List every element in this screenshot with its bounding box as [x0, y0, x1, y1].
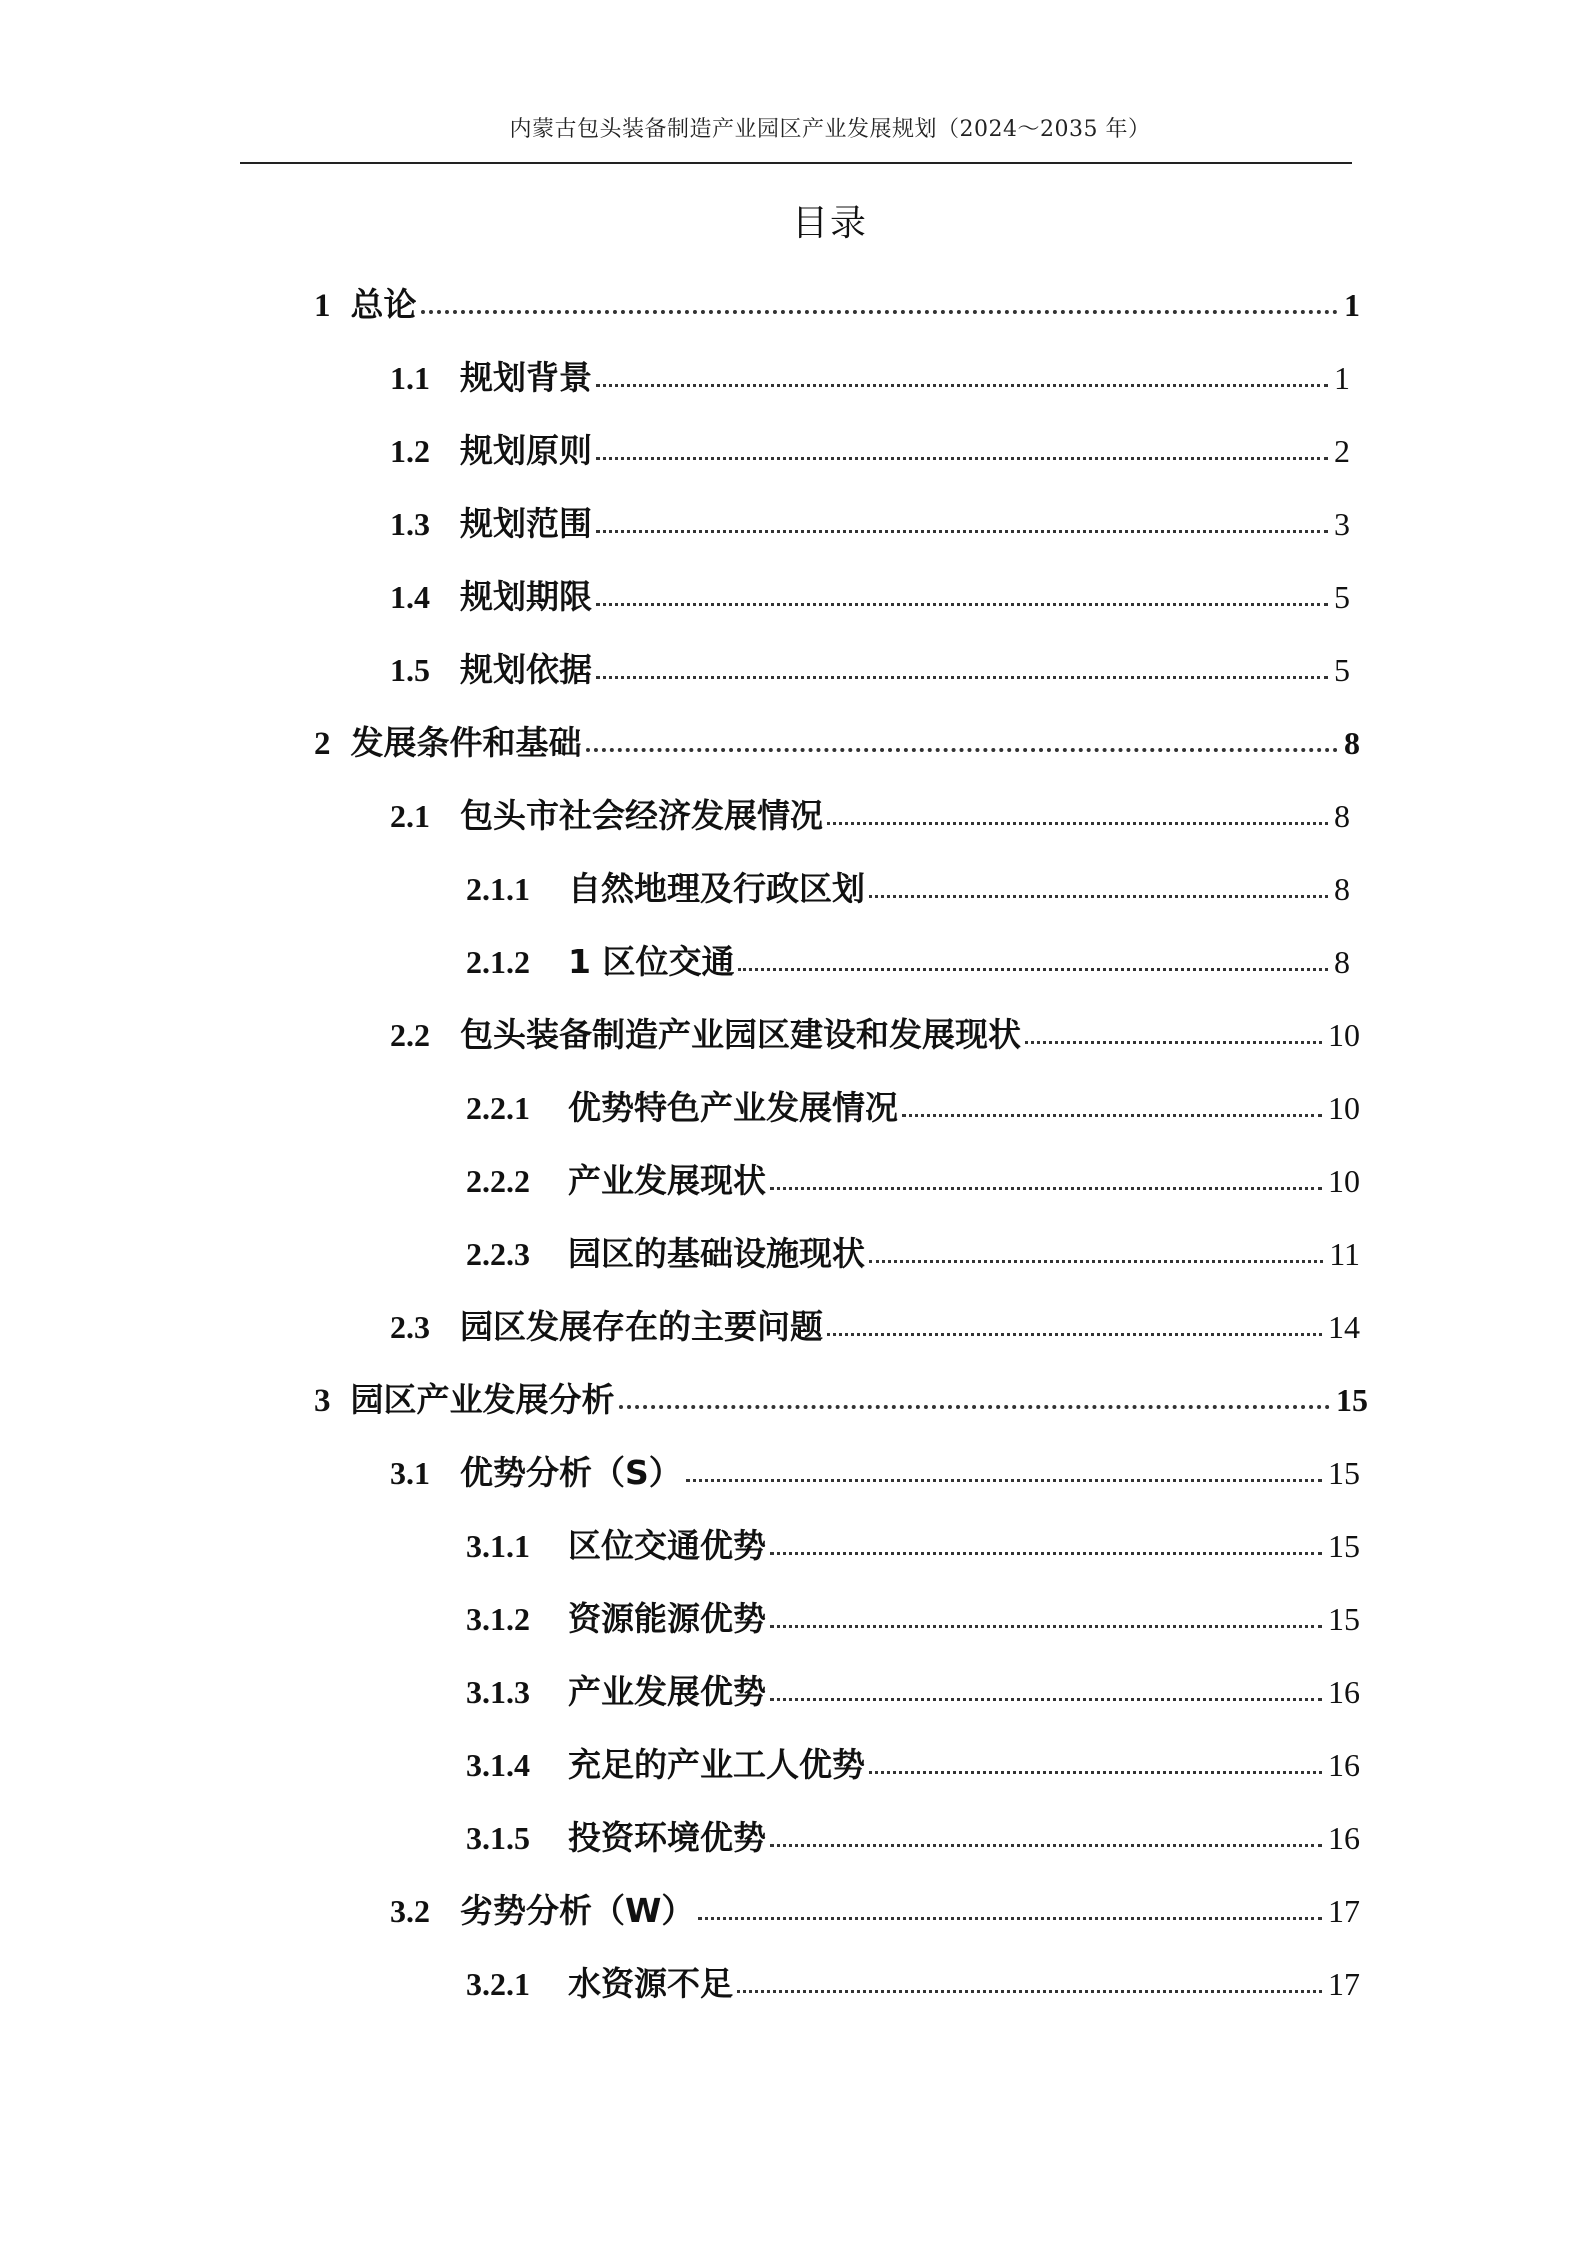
- header-divider: [240, 162, 1352, 164]
- toc-leader-dots: [869, 1260, 1323, 1263]
- toc-entry-page: 14: [1328, 1309, 1360, 1345]
- toc-leader-dots: [596, 530, 1328, 533]
- toc-leader-dots: [869, 895, 1328, 898]
- toc-title: 目录: [791, 203, 868, 244]
- toc-entry[interactable]: [390, 1010, 1360, 1060]
- toc-entry-title: 优势特色产业发展情况: [568, 1088, 898, 1127]
- toc-entry-number: 2.2.2: [466, 1163, 530, 1199]
- toc-entry-page: 8: [1344, 725, 1360, 761]
- toc-entry-page: 1: [1344, 287, 1360, 323]
- toc-leader-dots: [738, 968, 1328, 971]
- toc-entry[interactable]: [390, 1886, 1360, 1936]
- toc-entry-page: 15: [1336, 1382, 1368, 1418]
- toc-leader-dots: [770, 1552, 1322, 1555]
- toc-leader-dots: [686, 1479, 1322, 1482]
- toc-leader-dots: [770, 1844, 1322, 1847]
- toc-entry[interactable]: [390, 353, 1350, 403]
- toc-entry-title: 规划原则: [460, 431, 592, 470]
- toc-entry-number: 2.3: [390, 1309, 430, 1345]
- running-header: 内蒙古包头装备制造产业园区产业发展规划（2024～2035 年）: [509, 117, 1151, 142]
- toc-leader-dots: [596, 457, 1328, 460]
- toc-entry-number: 3.1.3: [466, 1674, 530, 1710]
- toc-entry-number: 2: [314, 726, 331, 762]
- toc-entry-number: 2.1.2: [466, 944, 530, 980]
- toc-entry-title: 劣势分析（W）: [460, 1891, 695, 1930]
- toc-leader-dots: [770, 1187, 1322, 1190]
- toc-entry[interactable]: [390, 791, 1350, 841]
- toc-entry-number: 3: [314, 1383, 331, 1419]
- toc-entry-number: 1.5: [390, 652, 430, 688]
- toc-entry[interactable]: [466, 864, 1350, 914]
- toc-entry-number: 3.1: [390, 1455, 430, 1491]
- toc-entry[interactable]: [466, 1229, 1360, 1279]
- toc-entry-title: 自然地理及行政区划: [568, 869, 865, 908]
- toc-entry-title: 产业发展现状: [568, 1161, 766, 1200]
- toc-entry-title: 充足的产业工人优势: [568, 1745, 865, 1784]
- toc-entry-page: 15: [1328, 1455, 1360, 1491]
- toc-entry-page: 2: [1334, 433, 1350, 469]
- toc-leader-dots: [827, 822, 1328, 825]
- toc-entry-number: 1: [314, 288, 331, 324]
- toc-entry-page: 3: [1334, 506, 1350, 542]
- toc-entry-page: 8: [1334, 944, 1350, 980]
- toc-entry-number: 1.1: [390, 360, 430, 396]
- toc-entry-number: 2.1.1: [466, 871, 530, 907]
- toc-entry-page: 15: [1328, 1528, 1360, 1564]
- toc-entry-title: 资源能源优势: [568, 1599, 766, 1638]
- toc-leader-dots: [869, 1771, 1322, 1774]
- toc-entry-number: 3.2.1: [466, 1966, 530, 2002]
- toc-entry-title: 水资源不足: [568, 1964, 733, 2003]
- toc-entry[interactable]: [390, 645, 1350, 695]
- toc-entry[interactable]: [466, 1959, 1360, 2009]
- toc-entry[interactable]: [466, 1521, 1360, 1571]
- toc-leader-dots: [596, 676, 1328, 679]
- toc-entry-page: 16: [1328, 1674, 1360, 1710]
- toc-entry-number: 3.1.2: [466, 1601, 530, 1637]
- toc-entry-page: 10: [1328, 1017, 1360, 1053]
- toc-entry-title: 投资环境优势: [568, 1818, 766, 1857]
- toc-entry-page: 16: [1328, 1820, 1360, 1856]
- toc-leader-dots: [596, 603, 1328, 606]
- toc-entry[interactable]: [390, 426, 1350, 476]
- toc-entry-number: 2.2.3: [466, 1236, 530, 1272]
- toc-entry-title: 发展条件和基础: [350, 723, 582, 762]
- toc-entry-page: 1: [1334, 360, 1350, 396]
- toc-entry-title: 包头市社会经济发展情况: [460, 796, 823, 835]
- toc-entry-number: 1.2: [390, 433, 430, 469]
- toc-leader-dots: [737, 1990, 1322, 1993]
- toc-entry-title: 规划期限: [460, 577, 592, 616]
- toc-entry-number: 3.1.1: [466, 1528, 530, 1564]
- toc-entry[interactable]: [466, 1667, 1360, 1717]
- toc-entry-title: 园区的基础设施现状: [568, 1234, 865, 1273]
- toc-entry-page: 17: [1328, 1966, 1360, 2002]
- toc-entry-number: 3.1.5: [466, 1820, 530, 1856]
- toc-entry[interactable]: [314, 718, 1360, 768]
- toc-entry[interactable]: [390, 1448, 1360, 1498]
- toc-entry[interactable]: [466, 1594, 1360, 1644]
- toc-entry-page: 15: [1328, 1601, 1360, 1637]
- toc-entry-number: 2.2: [390, 1017, 430, 1053]
- toc-entry-title: 园区产业发展分析: [350, 1380, 615, 1419]
- toc-entry-title: 包头装备制造产业园区建设和发展现状: [460, 1015, 1021, 1054]
- toc-entry[interactable]: [314, 1375, 1368, 1425]
- toc-entry-page: 8: [1334, 798, 1350, 834]
- toc-entry-number: 3.2: [390, 1893, 430, 1929]
- toc-entry-title: 产业发展优势: [568, 1672, 766, 1711]
- toc-entry-title: 规划范围: [460, 504, 592, 543]
- toc-leader-dots: [698, 1917, 1322, 1920]
- toc-entry-title: 规划依据: [460, 650, 592, 689]
- toc-leader-dots: [902, 1114, 1322, 1117]
- toc-entry-page: 8: [1334, 871, 1350, 907]
- toc-entry[interactable]: [466, 1156, 1360, 1206]
- toc-entry-title: 规划背景: [460, 358, 592, 397]
- toc-entry[interactable]: [314, 280, 1360, 330]
- toc-entry-page: 5: [1334, 579, 1350, 615]
- toc-leader-dots: [770, 1625, 1322, 1628]
- toc-entry-title: 1 区位交通: [568, 942, 735, 981]
- toc-entry-page: 16: [1328, 1747, 1360, 1783]
- toc-entry-page: 11: [1329, 1236, 1360, 1272]
- toc-leader-dots: [827, 1333, 1322, 1336]
- toc-entry-number: 2.1: [390, 798, 430, 834]
- toc-leader-dots: [596, 384, 1328, 387]
- toc-entry-title: 优势分析（S）: [460, 1453, 682, 1492]
- toc-leader-dots: [619, 1405, 1331, 1409]
- toc-entry-title: 区位交通优势: [568, 1526, 766, 1565]
- toc-entry[interactable]: [466, 1083, 1360, 1133]
- toc-leader-dots: [421, 310, 1339, 314]
- toc-entry-page: 10: [1328, 1090, 1360, 1126]
- toc-entry-page: 17: [1328, 1893, 1360, 1929]
- toc-entry-number: 1.4: [390, 579, 430, 615]
- toc-leader-dots: [586, 748, 1339, 752]
- toc-entry[interactable]: [466, 937, 1350, 987]
- toc-entry-number: 3.1.4: [466, 1747, 530, 1783]
- toc-entry[interactable]: [466, 1740, 1360, 1790]
- toc-leader-dots: [1025, 1041, 1322, 1044]
- toc-entry-title: 总论: [350, 285, 417, 324]
- toc-entry-page: 10: [1328, 1163, 1360, 1199]
- toc-entry[interactable]: [466, 1813, 1360, 1863]
- toc-entry[interactable]: [390, 572, 1350, 622]
- toc-entry[interactable]: [390, 499, 1350, 549]
- toc-leader-dots: [770, 1698, 1322, 1701]
- toc-entry-number: 1.3: [390, 506, 430, 542]
- toc-entry-number: 2.2.1: [466, 1090, 530, 1126]
- toc-entry[interactable]: [390, 1302, 1360, 1352]
- toc-entry-page: 5: [1334, 652, 1350, 688]
- toc-entry-title: 园区发展存在的主要问题: [460, 1307, 823, 1346]
